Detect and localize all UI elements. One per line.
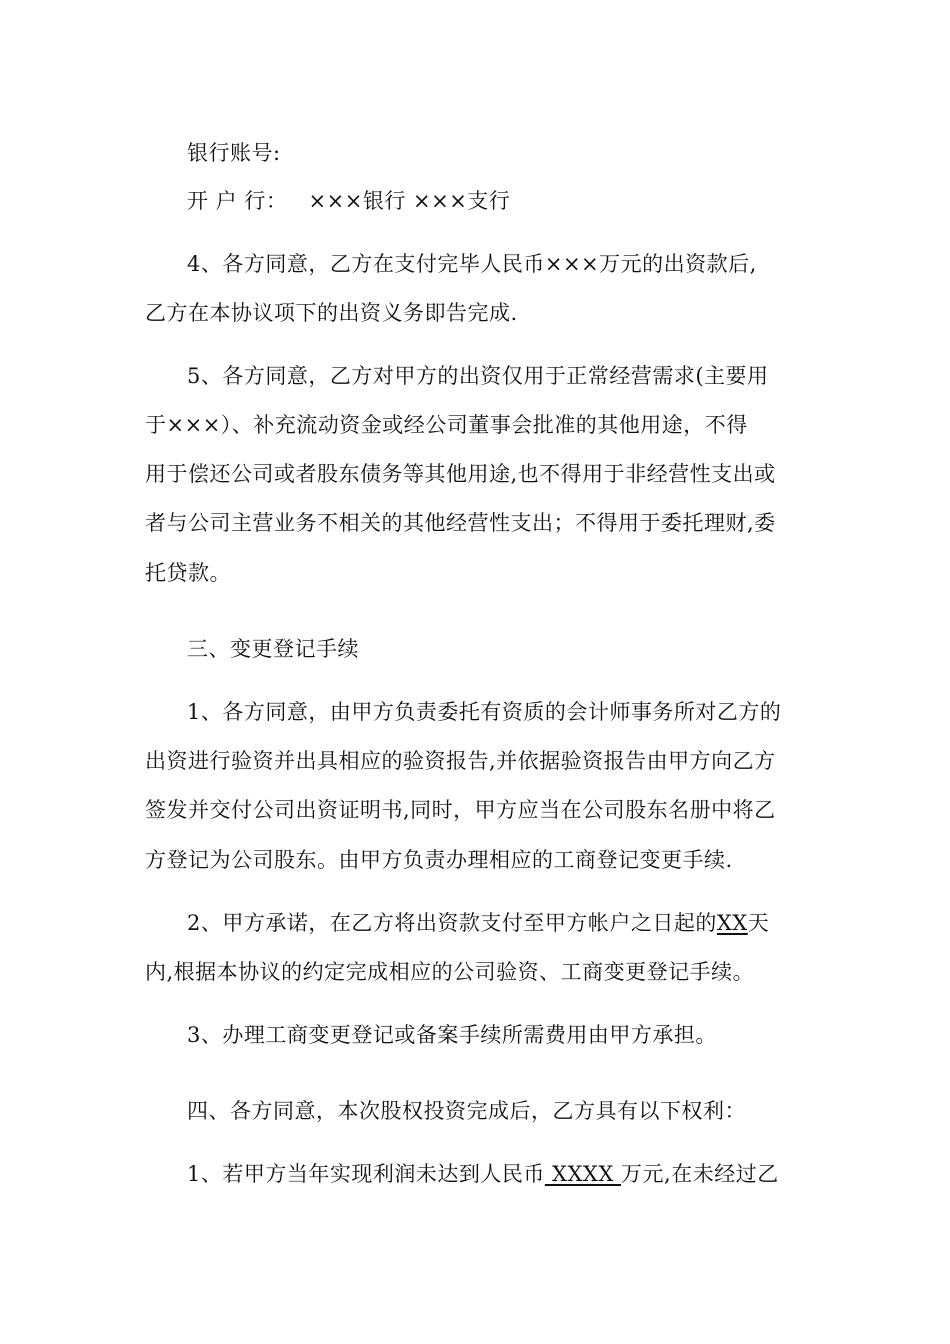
clause-3-1-line-2: 出资进行验资并出具相应的验资报告,并依据验资报告由甲方向乙方 [145,749,776,773]
clause-2-4-line-2: 乙方在本协议项下的出资义务即告完成. [145,301,518,325]
clause-3-2-line-2: 内,根据本协议的约定完成相应的公司验资、工商变更登记手续。 [145,960,755,984]
clause-2-4-line-1: 4、各方同意，乙方在支付完毕人民币×××万元的出资款后, [187,252,757,276]
clause-4-1-line-1 [187,1159,779,1189]
clause-4-1-blank: XXXX [544,1162,622,1186]
section-3-heading: 三、变更登记手续 [187,637,359,661]
bank-label: 开 户 行： [187,189,288,213]
clause-3-2-blank: XX [716,911,748,935]
bank-account-label: 银行账号: [187,141,281,165]
clause-3-1-line-3: 签发并交付公司出资证明书,同时，甲方应当在公司股东名册中将乙 [145,798,776,822]
clause-4-1-text-post: 万元,在未经过乙 [621,1162,779,1186]
bank-value: ×××银行 ×××支行 [308,189,511,213]
clause-2-5-line-2: 于×××）、补充流动资金或经公司董事会批准的其他用途，不得 [145,413,748,437]
clause-3-2-text-post: 天 [747,911,770,935]
clause-2-5-line-5: 托贷款。 [145,561,231,585]
clause-3-2-line-1 [187,908,769,938]
clause-2-5-line-1: 5、各方同意，乙方对甲方的出资仅用于正常经营需求(主要用 [187,364,769,388]
section-4-heading: 四、各方同意，本次股权投资完成后，乙方具有以下权利： [187,1099,746,1123]
clause-3-1-line-1: 1、各方同意，由甲方负责委托有资质的会计师事务所对乙方的 [187,700,782,724]
bank-line [187,186,510,216]
clause-2-5-line-3: 用于偿还公司或者股东债务等其他用途,也不得用于非经营性支出或 [145,462,776,486]
clause-2-5-line-4: 者与公司主营业务不相关的其他经营性支出；不得用于委托理财,委 [145,511,776,535]
clause-3-2-text-pre: 2、甲方承诺，在乙方将出资款支付至甲方帐户之日起的 [187,911,717,935]
clause-3-3: 3、办理工商变更登记或备案手续所需费用由甲方承担。 [187,1023,717,1047]
clause-4-1-text-pre: 1、若甲方当年实现利润未达到人民币 [187,1162,545,1186]
clause-3-1-line-4: 方登记为公司股东。由甲方负责办理相应的工商登记变更手续. [145,848,733,872]
